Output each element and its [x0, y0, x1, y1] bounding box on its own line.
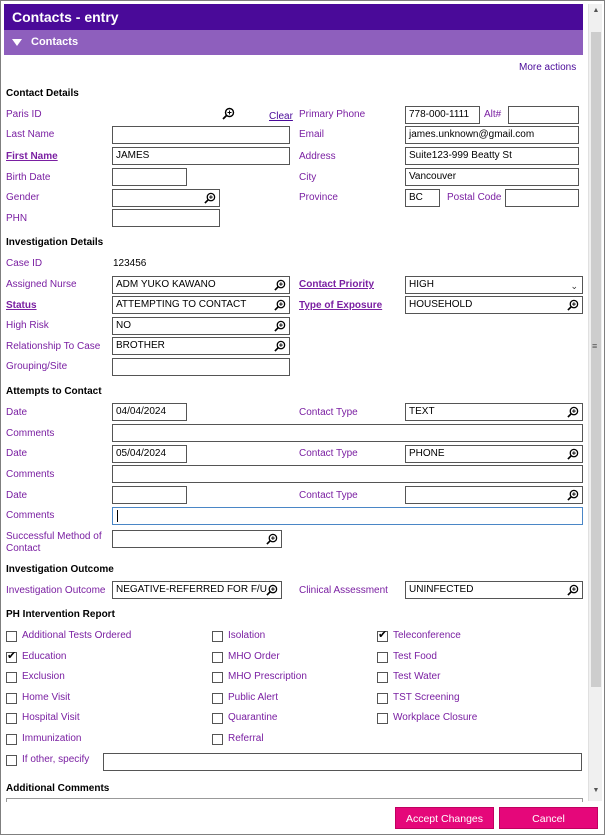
attempt-1-type-input[interactable]: [405, 403, 583, 421]
assigned-nurse-label: Assigned Nurse: [6, 279, 77, 290]
vertical-scrollbar[interactable]: [588, 4, 602, 801]
scroll-grip-icon: ≡: [592, 341, 598, 351]
accept-changes-button[interactable]: Accept Changes: [395, 807, 494, 829]
attempts-heading: Attempts to Contact: [6, 386, 102, 397]
paris-id-search-icon[interactable]: [222, 107, 235, 123]
first-name-label[interactable]: First Name: [6, 151, 58, 162]
chevron-down-icon[interactable]: ⌄: [570, 281, 578, 291]
scroll-down-arrow-icon[interactable]: ▼: [592, 787, 600, 794]
attempt-2-comments-label: Comments: [6, 469, 55, 480]
hospital-visit-label: Hospital Visit: [22, 712, 80, 723]
successful-method-label: Successful Method of Contact: [6, 531, 102, 554]
address-label: Address: [299, 151, 336, 162]
relationship-value: BROTHER: [116, 340, 165, 351]
grouping-site-input[interactable]: [112, 358, 290, 376]
mho-prescription-label: MHO Prescription: [228, 671, 307, 682]
contact-priority-value: HIGH: [409, 279, 434, 290]
home-visit-label: Home Visit: [22, 692, 71, 703]
status-search-icon[interactable]: [274, 299, 286, 311]
city-input[interactable]: Vancouver: [405, 168, 579, 186]
more-actions-link[interactable]: More actions: [519, 62, 577, 73]
test-food-checkbox[interactable]: [377, 652, 388, 663]
test-water-checkbox[interactable]: [377, 672, 388, 683]
relationship-input[interactable]: [112, 337, 290, 355]
attempt-2-type-value: PHONE: [409, 448, 445, 459]
home-visit-checkbox[interactable]: [6, 693, 17, 704]
immunization-checkbox[interactable]: [6, 734, 17, 745]
birth-date-label: Birth Date: [6, 172, 51, 183]
workplace-closure-checkbox[interactable]: [377, 713, 388, 724]
checkmark-icon: ✔: [7, 650, 17, 662]
attempt-2-type-search-icon[interactable]: [567, 448, 579, 460]
primary-phone-input[interactable]: 778-000-1111: [405, 106, 480, 124]
exclusion-label: Exclusion: [22, 671, 65, 682]
referral-label: Referral: [228, 733, 264, 744]
scroll-up-arrow-icon[interactable]: ▲: [592, 7, 600, 14]
province-label: Province: [299, 192, 338, 203]
investigation-outcome-label: Investigation Outcome: [6, 585, 106, 596]
additional-comments-heading: Additional Comments: [6, 783, 110, 794]
contact-priority-label[interactable]: Contact Priority: [299, 279, 375, 290]
attempt-2-comments-input[interactable]: [112, 465, 583, 483]
birth-date-input[interactable]: [112, 168, 187, 186]
address-input[interactable]: Suite123-999 Beatty St: [405, 147, 579, 165]
immunization-label: Immunization: [22, 733, 82, 744]
collapse-triangle-icon: [12, 39, 22, 46]
clinical-assessment-value: UNINFECTED: [409, 584, 474, 595]
high-risk-value: NO: [116, 320, 131, 331]
quarantine-label: Quarantine: [228, 712, 278, 723]
first-name-input[interactable]: JAMES: [112, 147, 290, 165]
public-alert-label: Public Alert: [228, 692, 279, 703]
workplace-closure-label: Workplace Closure: [393, 712, 478, 723]
section-title: Contacts: [31, 36, 79, 48]
status-label[interactable]: Status: [6, 300, 37, 311]
attempt-1-date-label: Date: [6, 407, 28, 418]
text-cursor: [117, 510, 118, 522]
attempt-1-type-label: Contact Type: [299, 407, 358, 418]
teleconference-checkbox[interactable]: [377, 631, 388, 642]
attempt-2-type-input[interactable]: [405, 445, 583, 463]
successful-method-input[interactable]: [112, 530, 282, 548]
isolation-checkbox[interactable]: [212, 631, 223, 642]
attempt-3-comments-label: Comments: [6, 510, 55, 521]
city-label: City: [299, 172, 317, 183]
quarantine-checkbox[interactable]: [212, 713, 223, 724]
status-value: ATTEMPTING TO CONTACT: [116, 299, 247, 310]
investigation-outcome-input[interactable]: [112, 581, 282, 599]
mho-order-checkbox[interactable]: [212, 652, 223, 663]
attempt-1-date-input[interactable]: 04/04/2024: [112, 403, 187, 421]
relationship-search-icon[interactable]: [274, 340, 286, 352]
contacts-section-toggle[interactable]: [4, 30, 583, 55]
mho-prescription-checkbox[interactable]: [212, 672, 223, 683]
test-water-label: Test Water: [393, 671, 441, 682]
alt-phone-input[interactable]: [508, 106, 579, 124]
cancel-button[interactable]: Cancel: [499, 807, 598, 829]
postal-code-input[interactable]: [505, 189, 579, 207]
investigation-details-heading: Investigation Details: [6, 237, 104, 248]
tst-screening-checkbox[interactable]: [377, 693, 388, 704]
contact-details-heading: Contact Details: [6, 88, 79, 99]
test-food-label: Test Food: [393, 651, 437, 662]
type-of-exposure-input[interactable]: [405, 296, 583, 314]
phn-label: PHN: [6, 213, 28, 224]
high-risk-search-icon[interactable]: [274, 320, 286, 332]
exclusion-checkbox[interactable]: [6, 672, 17, 683]
other-specify-input[interactable]: [103, 753, 582, 771]
type-of-exposure-value: HOUSEHOLD: [409, 299, 473, 310]
hospital-visit-checkbox[interactable]: [6, 713, 17, 724]
gender-input[interactable]: [112, 189, 220, 207]
outcome-search-icon[interactable]: [266, 584, 278, 596]
ph-intervention-heading: PH Intervention Report: [6, 609, 115, 620]
attempt-2-type-label: Contact Type: [299, 448, 358, 459]
additional-comments-textarea[interactable]: [6, 798, 583, 802]
attempt-1-type-search-icon[interactable]: [567, 406, 579, 418]
status-input[interactable]: [112, 296, 290, 314]
mho-order-label: MHO Order: [228, 651, 280, 662]
education-checkbox[interactable]: [6, 652, 17, 663]
window-title: Contacts - entry: [4, 4, 583, 30]
last-name-label: Last Name: [6, 129, 55, 140]
attempt-1-comments-label: Comments: [6, 428, 55, 439]
assessment-search-icon[interactable]: [567, 584, 579, 596]
primary-phone-label: Primary Phone: [299, 109, 366, 120]
postal-code-label: Postal Code: [447, 192, 502, 203]
assigned-nurse-input[interactable]: [112, 276, 290, 294]
high-risk-label: High Risk: [6, 320, 49, 331]
gender-label: Gender: [6, 192, 40, 203]
additional-tests-ordered-checkbox[interactable]: [6, 631, 17, 642]
isolation-label: Isolation: [228, 630, 266, 641]
clear-link[interactable]: Clear: [269, 111, 293, 122]
attempt-3-type-input[interactable]: [405, 486, 583, 504]
gender-search-icon[interactable]: [204, 192, 216, 204]
type-of-exposure-label[interactable]: Type of Exposure: [299, 300, 383, 311]
attempt-3-type-label: Contact Type: [299, 490, 358, 501]
case-id-label: Case ID: [6, 258, 43, 269]
contact-priority-select[interactable]: [405, 276, 583, 294]
investigation-outcome-value: NEGATIVE-REFERRED FOR F/U: [116, 584, 267, 595]
clinical-assessment-input[interactable]: [405, 581, 583, 599]
attempt-2-date-label: Date: [6, 448, 28, 459]
attempt-3-comments-input[interactable]: [112, 507, 583, 525]
email-label: Email: [299, 129, 325, 140]
attempt-3-type-search-icon[interactable]: [567, 489, 579, 501]
tst-screening-label: TST Screening: [393, 692, 460, 703]
teleconference-label: Teleconference: [393, 630, 461, 641]
case-id-value: 123456: [113, 258, 147, 269]
education-label: Education: [22, 651, 67, 662]
paris-id-label: Paris ID: [6, 109, 42, 120]
assigned-nurse-value: ADM YUKO KAWANO: [116, 279, 216, 290]
method-search-icon[interactable]: [266, 533, 278, 545]
province-input[interactable]: BC: [405, 189, 440, 207]
investigation-outcome-heading: Investigation Outcome: [6, 564, 114, 575]
other-checkbox[interactable]: [6, 755, 17, 766]
attempt-3-date-label: Date: [6, 490, 28, 501]
other-label: If other, specify: [22, 754, 90, 765]
grouping-site-label: Grouping/Site: [6, 361, 68, 372]
attempt-1-type-value: TEXT: [409, 406, 435, 417]
alt-phone-label: Alt#: [484, 109, 502, 120]
clinical-assessment-label: Clinical Assessment: [299, 585, 388, 596]
attempt-3-date-input[interactable]: [112, 486, 187, 504]
email-input[interactable]: james.unknown@gmail.com: [405, 126, 579, 144]
referral-checkbox[interactable]: [212, 734, 223, 745]
checkmark-icon: ✔: [378, 629, 388, 641]
phn-input[interactable]: [112, 209, 220, 227]
public-alert-checkbox[interactable]: [212, 693, 223, 704]
attempt-2-date-input[interactable]: 05/04/2024: [112, 445, 187, 463]
additional-tests-ordered-label: Additional Tests Ordered: [22, 630, 132, 641]
last-name-input[interactable]: [112, 126, 290, 144]
scrollbar-thumb[interactable]: [591, 32, 601, 687]
exposure-search-icon[interactable]: [567, 299, 579, 311]
high-risk-input[interactable]: [112, 317, 290, 335]
nurse-search-icon[interactable]: [274, 279, 286, 291]
relationship-label: Relationship To Case: [6, 341, 101, 352]
attempt-1-comments-input[interactable]: [112, 424, 583, 442]
